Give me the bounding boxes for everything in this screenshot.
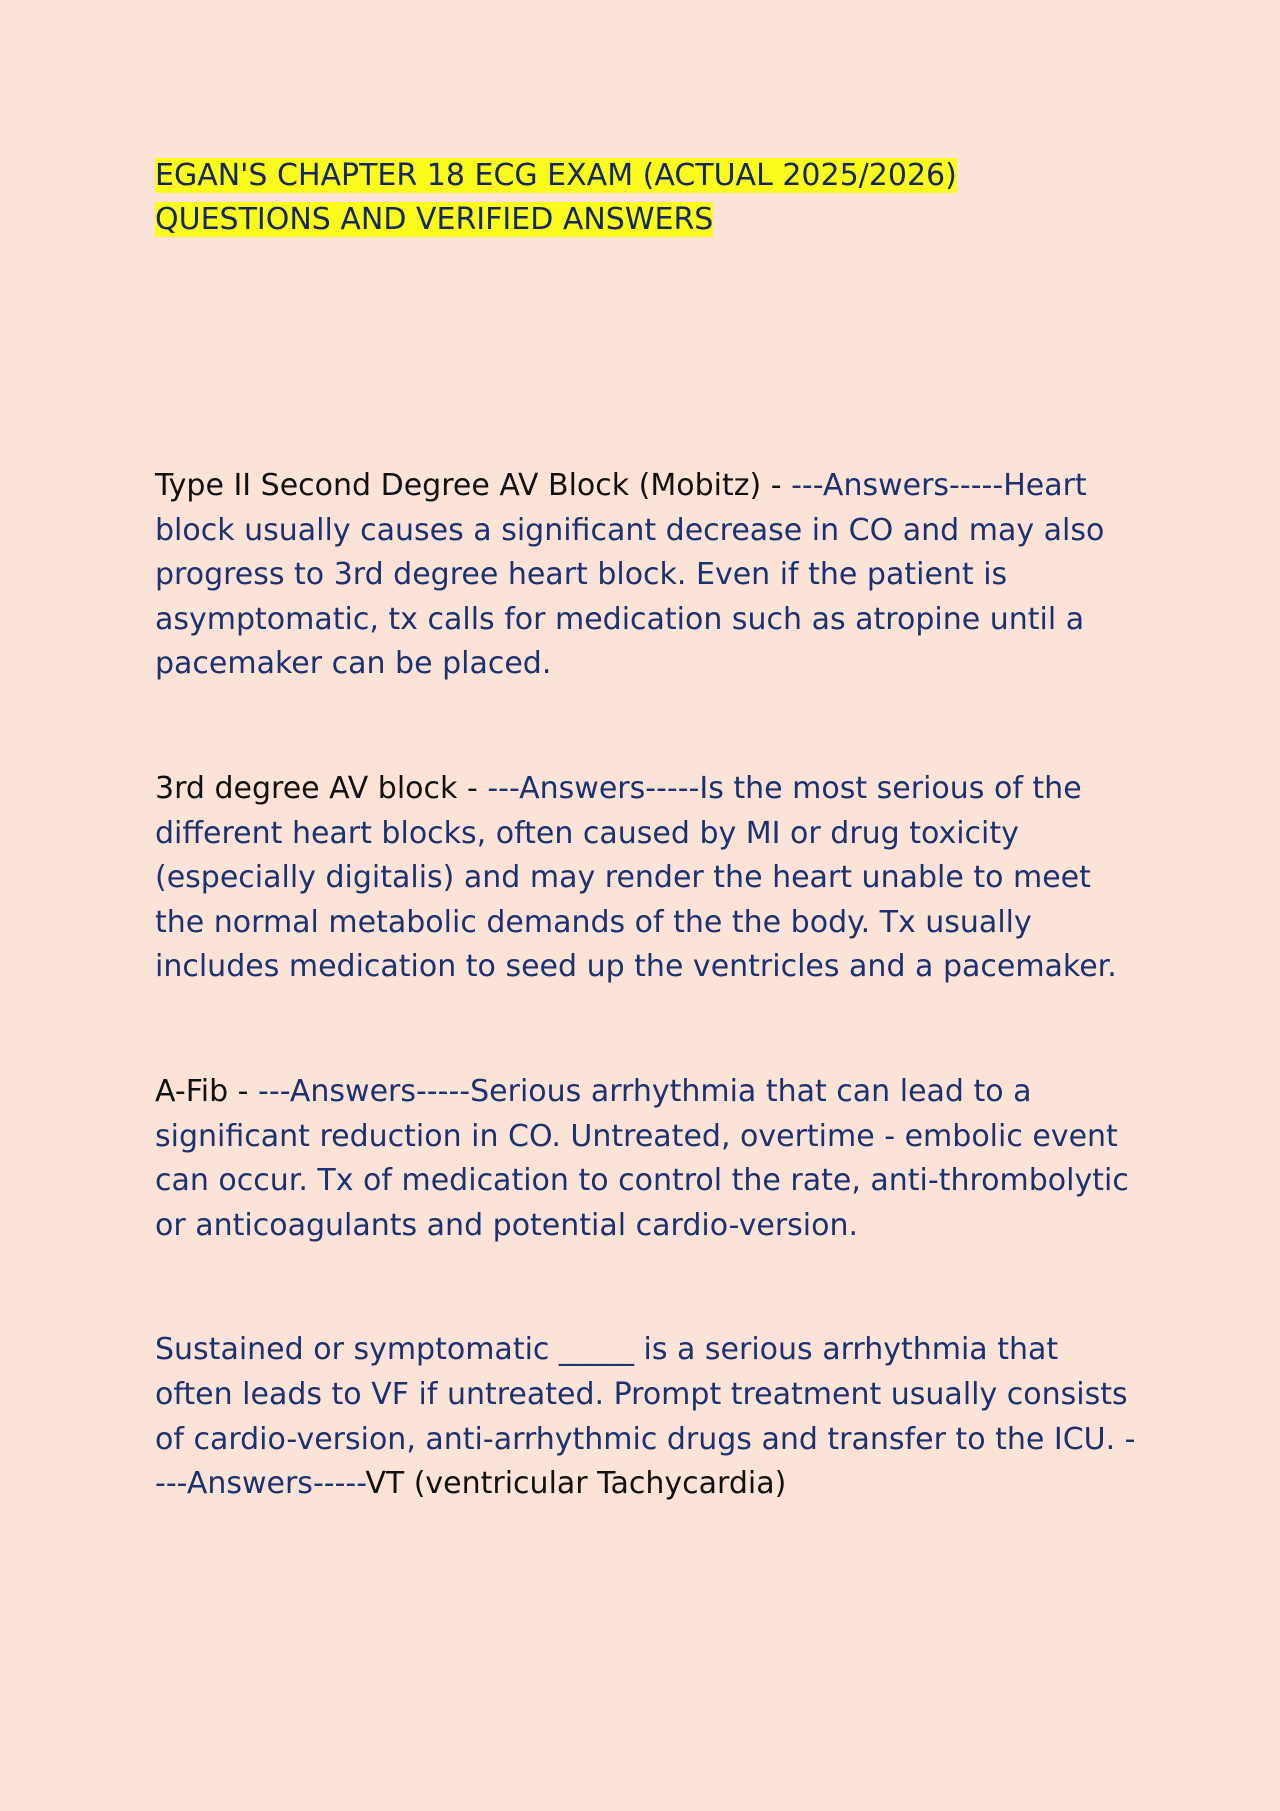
qa-answer: VT (ventricular Tachycardia)	[365, 1466, 787, 1502]
document-title	[155, 154, 1140, 242]
title-line-2: QUESTIONS AND VERIFIED ANSWERS	[155, 202, 714, 237]
qa-item-third-degree-block	[155, 767, 1140, 990]
qa-answer: Is the most serious of the different heart blocks, often caused by MI or drug toxicity (especially digitalis) and may render the heart unable to meet the normal metabolic demands of the the body. Tx usually includes medication to seed up the ventricles and a pacemaker.	[155, 770, 1117, 985]
qa-list	[155, 464, 1140, 1507]
qa-term: 3rd degree AV block -	[155, 770, 488, 806]
title-line-1: EGAN'S CHAPTER 18 ECG EXAM (ACTUAL 2025/2026)	[155, 158, 957, 193]
qa-answers-separator: ---Answers-----	[155, 1466, 366, 1502]
qa-answer: Heart block usually causes a significant decrease in CO and may also progress to 3rd degree heart block. Even if the patient is asymptomatic, tx calls for medication such as atropine until a pacemaker can be placed.	[155, 468, 1105, 682]
qa-answers-separator: ---Answers-----	[487, 770, 700, 806]
qa-answers-separator: ---Answers-----	[258, 1073, 471, 1109]
qa-term: Type II Second Degree AV Block (Mobitz) -	[155, 468, 792, 503]
qa-item-vt	[155, 1328, 1140, 1506]
qa-answer: Serious arrhythmia that can lead to a significant reduction in CO. Untreated, overtime - embolic event can occur. Tx of medication to control the rate, anti-thrombolytic or anticoagulants and potential cardio-version.	[155, 1073, 1129, 1243]
qa-term: A-Fib -	[155, 1073, 259, 1109]
qa-item-a-fib	[155, 1070, 1140, 1248]
qa-term: Sustained or symptomatic _____ is a serious arrhythmia that often leads to VF if untreated. Prompt treatment usually consists of cardio-version, anti-arrhythmic drugs and transfer to the ICU. -	[155, 1332, 1136, 1457]
qa-answers-separator: ---Answers-----	[791, 468, 1004, 503]
qa-item-mobitz-ii	[155, 464, 1140, 687]
